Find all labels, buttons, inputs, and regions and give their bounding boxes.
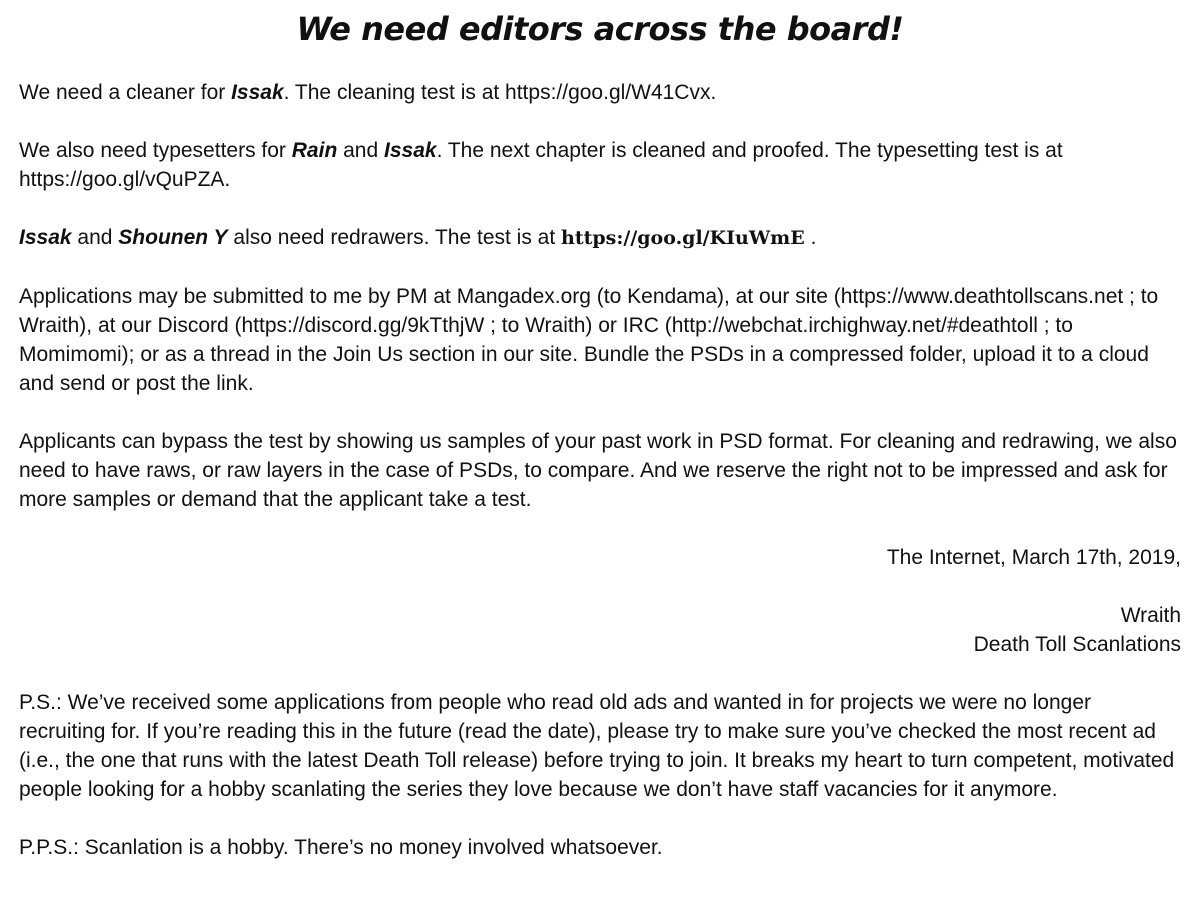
recruitment-notice — [19, 0, 1181, 862]
project-name: Issak — [384, 139, 437, 162]
text-span: and — [337, 139, 384, 162]
text-span: . The cleaning test is at https://goo.gl/W41Cvx. — [283, 81, 717, 104]
page-title: We need editors across the board! — [296, 10, 904, 48]
text-span: and — [71, 226, 119, 249]
postscript: P.S.: We’ve received some applications from people who read old ads and wanted in for projects we were no longer recruiting for. If you’re reading this in the future (read the date), please try to make sure you’ve checked the most recent ad (i.e., the one that runs with the latest Death Toll release) before trying to join. It breaks my heart to turn competent, motivated people looking for a hobby scanlating the series they love because we don’t have staff vacancies for it anymore. — [19, 691, 1175, 801]
applications-paragraph: Applications may be submitted to me by PM at Mangadex.org (to Kendama), at our site (https://www.deathtollscans.net ; to Wraith), at our Discord (https://discord.gg/9kTthjW ; to Wraith) or IRC (http://webchat.irchighway.net/#deathtoll ; to Momimomi); or as a thread in the Join Us section in our site. Bundle the PSDs in a compressed folder, upload it to a cloud and send or post the link. — [19, 285, 1159, 395]
signature-group: Death Toll Scanlations — [973, 633, 1181, 656]
text-span: . The next chapter is cleaned and proofed. The typesetting test is at https://goo.gl/vQuPZA. — [19, 139, 1063, 191]
bypass-test-paragraph: Applicants can bypass the test by showing us samples of your past work in PSD format. For cleaning and redrawing, we also need to have raws, or raw layers in the case of PSDs, to compare. And we reserve the right not to be impressed and ask for more samples or demand that the applicant take a test. — [19, 430, 1177, 511]
text-span: . — [804, 226, 817, 249]
redrawer-paragraph — [19, 223, 1181, 253]
text-span: also need redrawers. The test is at — [227, 226, 562, 249]
typesetter-paragraph — [19, 136, 1181, 194]
signature-name: Wraith — [1120, 604, 1181, 627]
dateline: The Internet, March 17th, 2019, — [886, 546, 1181, 569]
cleaner-paragraph — [19, 78, 1181, 107]
project-name: Rain — [291, 139, 338, 162]
text-span: We also need typesetters for — [19, 139, 292, 162]
project-name: Issak — [19, 226, 72, 249]
post-postscript: P.P.S.: Scanlation is a hobby. There’s no money involved whatsoever. — [19, 836, 663, 859]
project-name: Shounen Y — [118, 226, 228, 249]
redraw-test-link[interactable]: https://goo.gl/KIuWmE — [561, 227, 805, 249]
text-span: We need a cleaner for — [19, 81, 232, 104]
project-name: Issak — [231, 81, 284, 104]
